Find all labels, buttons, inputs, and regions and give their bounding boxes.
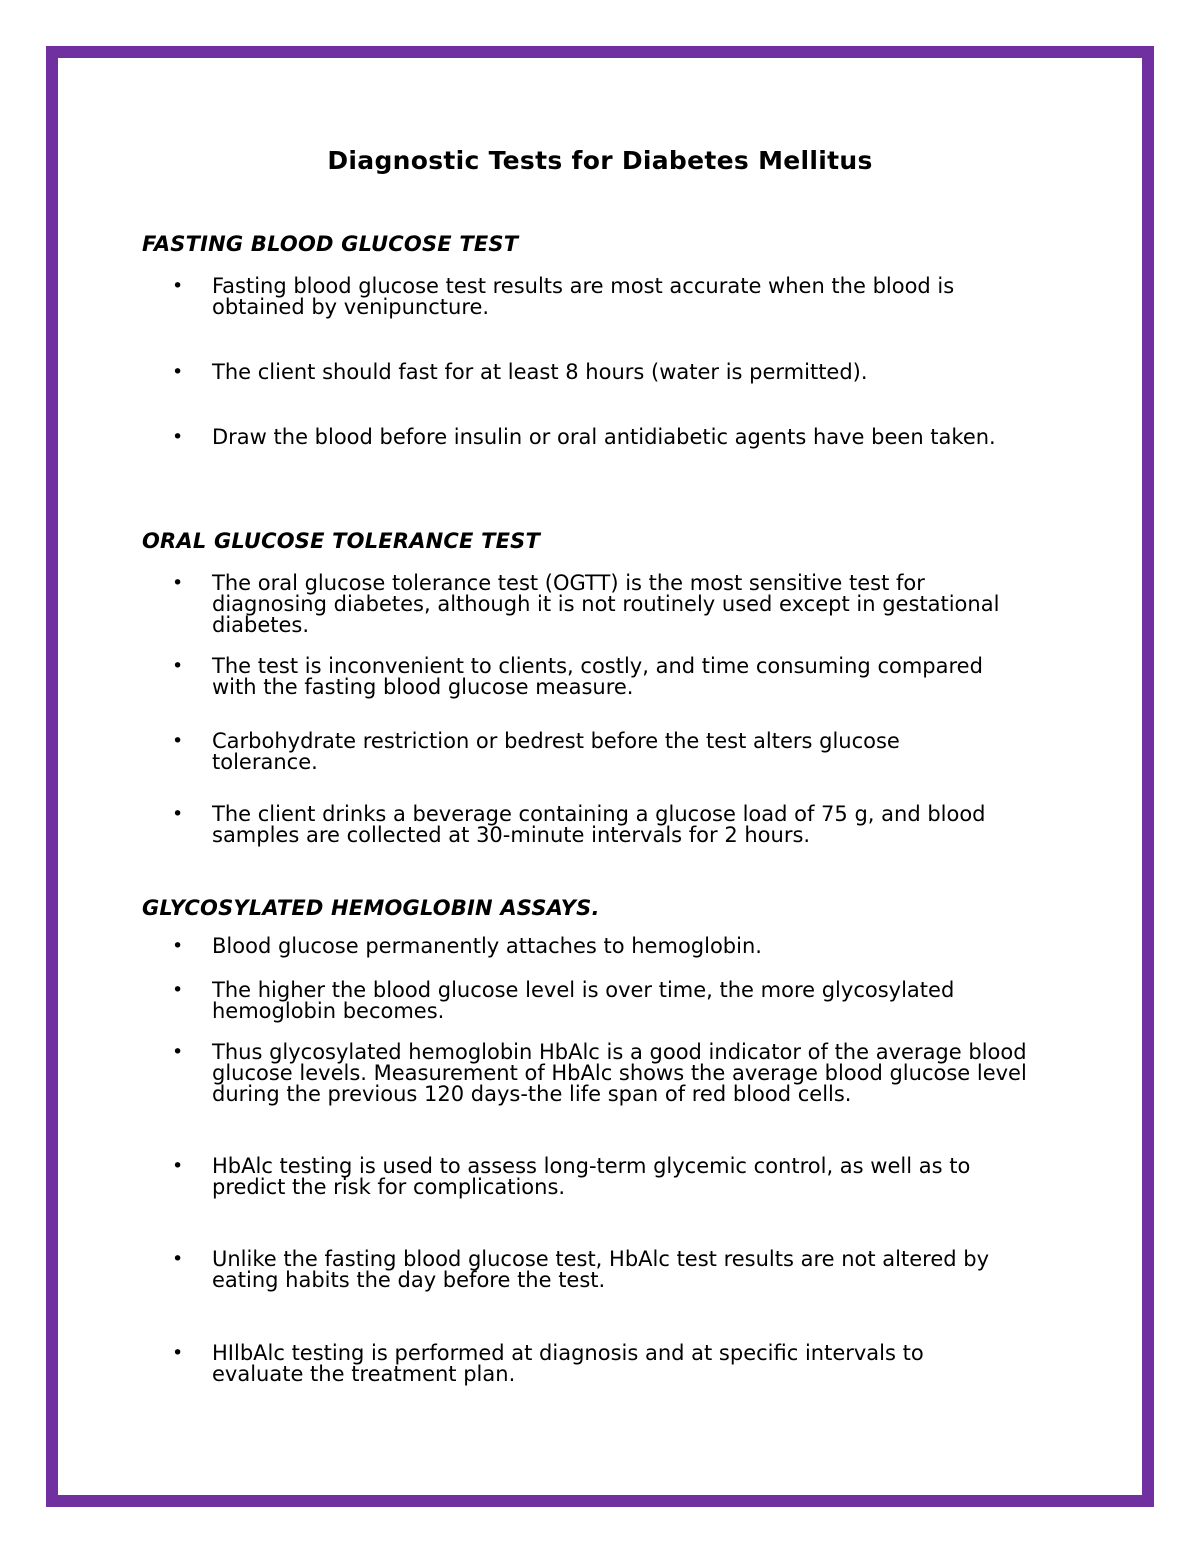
list-item-text: Carbohydrate restriction or bedrest before the test alters glucose tolerance. <box>212 729 900 774</box>
section-heading-ogtt: ORAL GLUCOSE TOLERANCE TEST <box>142 529 541 553</box>
bullet-icon: • <box>172 935 184 957</box>
bullet-icon: • <box>172 426 184 448</box>
list-item-text: The higher the blood glucose level is over time, the more glycosylated hemoglobin becomes. <box>212 978 955 1023</box>
bullet-icon: • <box>172 275 184 297</box>
list-item-text: Thus glycosylated hemoglobin HbAlc is a good indicator of the average blood glucose levels. Measurement of HbAlc shows the average blood glucose level during the previous 120 days-the life span of red blood cells. <box>212 1040 1027 1106</box>
bullet-icon: • <box>172 803 184 825</box>
bullet-icon: • <box>172 730 184 752</box>
bullet-icon: • <box>172 1041 184 1063</box>
bullet-icon: • <box>172 1342 184 1364</box>
bullet-icon: • <box>172 979 184 1001</box>
bullet-icon: • <box>172 572 184 594</box>
page-title: Diagnostic Tests for Diabetes Mellitus <box>327 146 873 175</box>
bullet-icon: • <box>172 1155 184 1177</box>
list-item-text: Fasting blood glucose test results are most accurate when the blood is obtained by venipuncture. <box>212 274 955 319</box>
list-item-text: The test is inconvenient to clients, costly, and time consuming compared with the fasting blood glucose measure. <box>212 654 983 699</box>
list-item-text: Blood glucose permanently attaches to hemoglobin. <box>212 934 762 958</box>
section-heading-fasting: FASTING BLOOD GLUCOSE TEST <box>142 232 519 256</box>
bullet-icon: • <box>172 655 184 677</box>
list-item-text: The client drinks a beverage containing a glucose load of 75 g, and blood samples are collected at 30-minute intervals for 2 hours. <box>212 802 986 847</box>
list-item-text: The client should fast for at least 8 hours (water is permitted). <box>212 360 868 384</box>
list-item-text: HIlbAlc testing is performed at diagnosis and at specific intervals to evaluate the treatment plan. <box>212 1341 924 1386</box>
bullet-icon: • <box>172 1248 184 1270</box>
list-item-text: HbAlc testing is used to assess long-term glycemic control, as well as to predict the risk for complications. <box>212 1154 971 1199</box>
list-item-text: Draw the blood before insulin or oral antidiabetic agents have been taken. <box>212 425 996 449</box>
list-item-text: Unlike the fasting blood glucose test, HbAlc test results are not altered by eating habits the day before the test. <box>212 1247 990 1292</box>
bullet-icon: • <box>172 361 184 383</box>
section-heading-hba1c: GLYCOSYLATED HEMOGLOBIN ASSAYS. <box>142 896 600 920</box>
list-item-text: The oral glucose tolerance test (OGTT) is the most sensitive test for diagnosing diabetes, although it is not routinely used except in gestational diabetes. <box>212 571 1000 637</box>
